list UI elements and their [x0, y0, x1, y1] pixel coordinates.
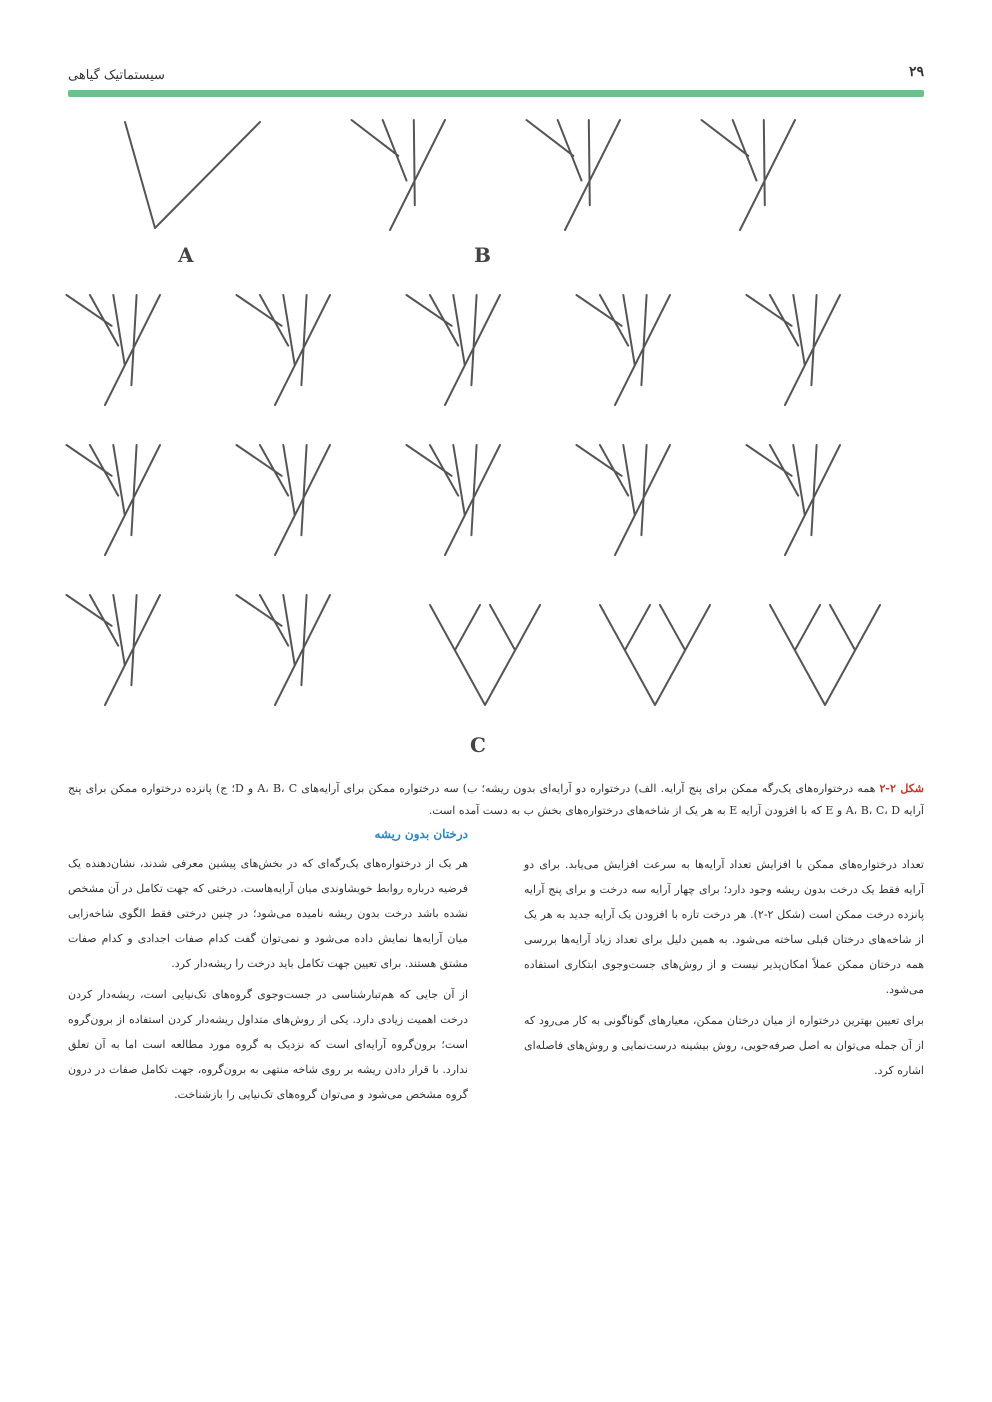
figure-label-a: A: [178, 243, 194, 267]
caption-figure-ref: شکل ۲-۲: [879, 782, 924, 795]
figure-caption: [68, 778, 924, 822]
left-column: [68, 822, 468, 1113]
cladogram-b-2: [527, 120, 621, 230]
cladogram-c-12: [237, 595, 331, 705]
cladogram-row-b: [352, 120, 796, 230]
cladogram-c-3: [407, 295, 501, 405]
section-heading: درختان بدون ریشه: [374, 827, 468, 841]
cladogram-b-1: [352, 120, 446, 230]
cladogram-c-9: [577, 445, 671, 555]
cladogram-c-14: [600, 605, 710, 705]
cladogram-c-8: [407, 445, 501, 555]
cladogram-b-3: [702, 120, 796, 230]
cladogram-c-10: [747, 445, 841, 555]
running-title: سیستماتیک گیاهی: [68, 68, 165, 83]
figure-label-b: B: [474, 243, 491, 267]
cladogram-c-1: [67, 295, 161, 405]
cladogram-grid-c: [67, 295, 881, 705]
cladogram-c-13: [430, 605, 540, 705]
left-paragraph-2: از آن جایی که هم‌تبارشناسی در جست‌وجوی گروه‌های تک‌نیایی است، ریشه‌دار کردن درخت اهمیت زیادی دارد. یکی از روش‌های متداول ریشه‌دار کردن استفاده از برون‌گروه است؛ برون‌گروه آرایه‌ای است که نزدیک به گروه مورد مطالعه است اما به آن تعلق ندارد. با قرار دادن ریشه بر روی شاخه منتهی به برون‌گروه، جهت تکامل صفات در درون گروه مشخص می‌شود و می‌توان گروه‌های تک‌نیایی را بازشناخت.: [68, 988, 469, 1101]
right-column: [524, 852, 924, 1089]
right-paragraph-2: برای تعیین بهترین درختواره از میان درختان ممکن، معیارهای گوناگونی به کار می‌رود که از آن جمله می‌توان به اصل صرفه‌جویی، روش بیشینه درست‌نمایی و روش‌های فاصله‌ای اشاره کرد.: [524, 1014, 924, 1077]
cladogram-c-5: [747, 295, 841, 405]
cladogram-c-11: [67, 595, 161, 705]
figure-label-c: C: [470, 733, 486, 757]
cladogram-c-4: [577, 295, 671, 405]
cladogram-c-15: [770, 605, 880, 705]
cladogram-c-7: [237, 445, 331, 555]
left-paragraph-1: هر یک از درختواره‌های یک‌رگه‌ای که در بخش‌های پیشین معرفی شدند، نشان‌دهنده یک فرضیه درباره روابط خویشاوندی میان آرایه‌هاست. درختی که جهت تکامل در آن مشخص نشده باشد درخت بدون ریشه نامیده می‌شود؛ در چنین درختی فقط الگوی شاخه‌زایی میان آرایه‌ها نمایش داده می‌شود و نمی‌توان گفت کدام صفات اجدادی و کدام صفات مشتق هستند. برای تعیین جهت تکامل باید درخت را ریشه‌دار کرد.: [68, 857, 468, 970]
caption-text: همه درختواره‌های یک‌رگه ممکن برای پنج آرایه. الف) درختواره دو آرایه‌ای بدون ریشه؛ ب) سه درختواره ممکن برای آرایه‌های A، B، C و D؛ ج) پانزده درختواره ممکن برای پنج آرایه A، B، C، D و E که با افزودن آرایه E به هر یک از شاخه‌های درختواره‌های بخش ب به دست آمده است.: [68, 782, 924, 817]
page-number: ۲۹: [908, 64, 924, 80]
right-paragraph-1: تعداد درختواره‌های ممکن با افزایش تعداد آرایه‌ها به سرعت افزایش می‌یابد. برای دو آرایه فقط یک درخت بدون ریشه وجود دارد؛ برای چهار آرایه سه درخت و برای پنج آرایه پانزده درخت ممکن است (شکل ۲-۲). هر درخت تازه با افزودن یک آرایه جدید به هر یک از شاخه‌های درختان قبلی ساخته می‌شود. به همین دلیل برای تعداد زیاد آرایه‌ها بررسی همه درختان ممکن عملاً امکان‌پذیر نیست و از روش‌های جست‌وجوی ابتکاری استفاده می‌شود.: [524, 858, 924, 996]
cladogram-c-2: [237, 295, 331, 405]
cladogram-a: [125, 122, 260, 228]
cladogram-c-6: [67, 445, 161, 555]
